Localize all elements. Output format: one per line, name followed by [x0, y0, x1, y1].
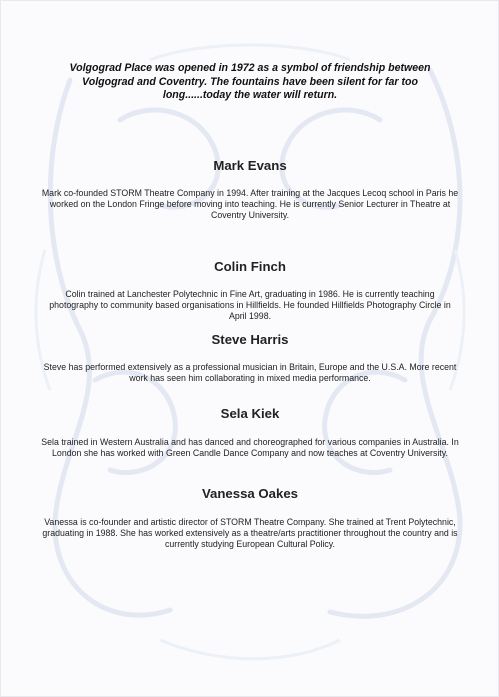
bio-text: Vanessa is co-founder and artistic director of STORM Theatre Company. She trained at Trent Polytechnic, graduating in 1988. She has worked extensively as a theatre/arts practitioner throughout the country and is currently studying European Cultural Policy. — [42, 517, 458, 550]
bio-name: Sela Kiek — [220, 406, 280, 421]
bio-text: Colin trained at Lanchester Polytechnic in Fine Art, graduating in 1986. He is currently teaching photography to community based organisations in Hillfields. He founded Hillfields Photography Circle in April 1998. — [49, 289, 451, 322]
bio-vanessa-oakes — [40, 486, 460, 551]
bio-colin-finch — [40, 259, 460, 323]
bio-text: Sela trained in Western Australia and has danced and choreographed for various companies in Australia. In London she has worked with Green Candle Dance Company and now teaches at Coventry University. — [41, 437, 459, 459]
bio-mark-evans — [40, 158, 460, 222]
bio-name: Mark Evans — [213, 158, 287, 173]
bio-text: Mark co-founded STORM Theatre Company in 1994. After training at the Jacques Lecoq school in Paris he worked on the London Fringe before moving into teaching. He is currently Senior Lecturer in Theatre at Coventry University. — [41, 188, 459, 221]
bio-name: Colin Finch — [214, 259, 286, 274]
bio-name: Vanessa Oakes — [201, 486, 299, 501]
intro-statement: Volgograd Place was opened in 1972 as a symbol of friendship between Volgograd and Coventry. The fountains have been silent for far too long......today the water will return. — [69, 62, 431, 101]
bio-steve-harris — [40, 332, 460, 384]
bio-sela-kiek — [40, 406, 460, 459]
bio-name: Steve Harris — [211, 332, 289, 347]
bio-text: Steve has performed extensively as a professional musician in Britain, Europe and the U.S.A. More recent work has seen him collaborating in mixed media performance. — [43, 362, 457, 384]
